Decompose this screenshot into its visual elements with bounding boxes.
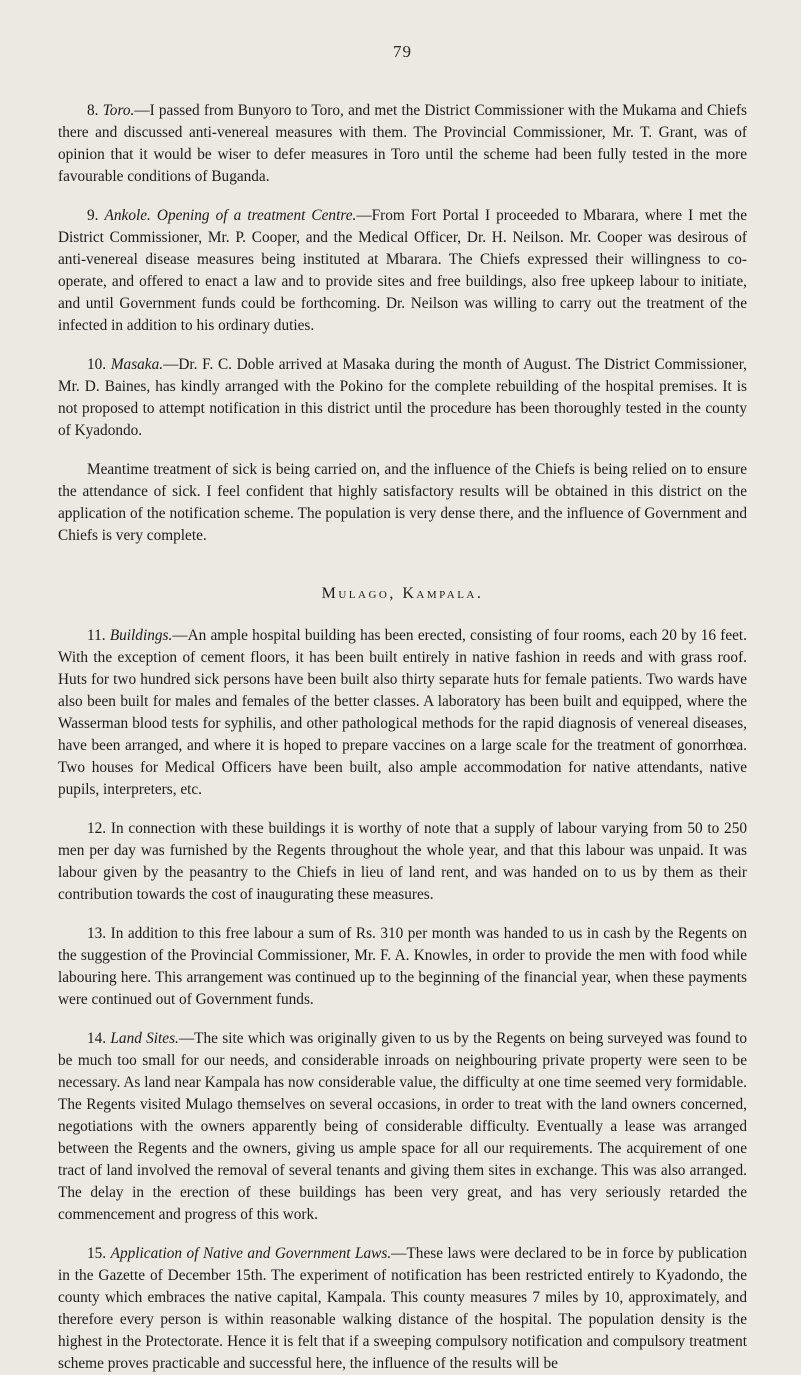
paragraph-heading: Application of Native and Government Laws. (110, 1245, 392, 1262)
paragraph-text: —Dr. F. C. Doble arrived at Masaka during the month of August. The District Commissioner, Mr. D. Baines, has kindly arranged with the Pokino for the complete rebuilding of the hospital premises. It is not proposed to attempt notification in this district until the procedure has been thoroughly tested in the county of Kyadondo. (58, 356, 747, 439)
paragraph-text: In addition to this free labour a sum of Rs. 310 per month was handed to us in cash by the Regents on the suggestion of the Provincial Commissioner, Mr. F. A. Knowles, in order to provide the men with food while labouring here. This arrangement was continued up to the beginning of the financial year, when these payments were continued out of Government funds. (58, 925, 747, 1008)
paragraph-heading: Ankole. Opening of a treatment Centre. (104, 207, 357, 224)
paragraph-masaka-continued (58, 459, 747, 547)
paragraph-heading: Toro. (102, 102, 135, 119)
paragraph-number: 13. (87, 925, 107, 942)
paragraph-text: —From Fort Portal I proceeded to Mbarara, where I met the District Commissioner, Mr. P. Cooper, and the Medical Officer, Dr. H. Neilson. Mr. Cooper was desirous of anti-venereal disease measures being instituted at Mbarara. The Chiefs expressed their willingness to co-operate, and offered to enact a law and to provide sites and free buildings, also free upkeep labour to initiate, and until Government funds could be forthcoming. Dr. Neilson was willing to carry out the treatment of the infected in addition to his ordinary duties. (58, 207, 747, 334)
paragraph-text: In connection with these buildings it is worthy of note that a supply of labour varying from 50 to 250 men per day was furnished by the Regents throughout the whole year, and that this labour was unpaid. It was labour given by the peasantry to the Chiefs in lieu of land rent, and was handed on to us by them as their contribution towards the cost of inaugurating these measures. (58, 820, 748, 903)
paragraph-number: 12. (87, 820, 107, 837)
paragraph-text: —The site which was originally given to us by the Regents on being surveyed was found to be much too small for our needs, and considerable inroads on neighbouring private property were seen to be necessary. As land near Kampala has now considerable value, the difficulty at one time seemed very formidable. The Regents visited Mulago themselves on several occasions, in order to treat with the land owners concerned, negotiations with the owners apparently being of considerable difficulty. Eventually a lease was arranged between the Regents and the owners, giving us ample space for all our requirements. The acquirement of one tract of land involved the removal of several tenants and giving them sites in exchange. This was also arranged. The delay in the erection of these buildings has been very great, and has very seriously retarded the commencement and progress of this work. (58, 1030, 747, 1223)
paragraph-heading: Land Sites. (110, 1030, 179, 1047)
paragraph-10-masaka (58, 354, 747, 442)
section-title: Mulago, Kampala. (321, 585, 484, 602)
paragraph-text: —An ample hospital building has been erected, consisting of four rooms, each 20 by 16 feet. With the exception of cement floors, it has been built entirely in native fashion in reeds and with grass roof. Huts for two hundred sick persons have been built also thirty separate huts for female patients. Two wards have also been built for males and females of the better classes. A laboratory has been built and equipped, where the Wasserman blood tests for syphilis, and other pathological methods for the rapid diagnosis of venereal diseases, have been arranged, and where it is hoped to prepare vaccines on a large scale for the treatment of gonorrhœa. Two houses for Medical Officers have been built, also ample accommodation for native attendants, native pupils, interpreters, etc. (58, 627, 747, 798)
paragraph-text: —These laws were declared to be in force by publication in the Gazette of December 15th. The experiment of notification has been restricted entirely to Kyadondo, the county which embraces the native capital, Kampala. This county measures 7 miles by 10, approximately, and therefore every person is within reasonable walking distance of the hospital. The population density is the highest in the Protectorate. Hence it is felt that if a sweeping compulsory notification and compulsory treatment scheme proves practicable and successful here, the influence of the results will be (58, 1245, 747, 1372)
paragraph-number: 14. (87, 1030, 107, 1047)
paragraph-number: 11. (87, 627, 106, 644)
paragraph-11-buildings (58, 625, 747, 801)
paragraph-text: Meantime treatment of sick is being carried on, and the influence of the Chiefs is being relied on to ensure the attendance of sick. I feel confident that highly satisfactory results will be obtained in this district on the application of the notification scheme. The population is very dense there, and the influence of Government and Chiefs is very complete. (58, 461, 747, 544)
paragraph-number: 9. (87, 207, 99, 224)
paragraph-15-application-of-laws (58, 1243, 747, 1375)
paragraph-12 (58, 818, 747, 906)
paragraph-heading: Masaka. (110, 356, 164, 373)
paragraph-number: 8. (87, 102, 99, 119)
paragraph-number: 15. (87, 1245, 107, 1262)
paragraph-9-ankole (58, 205, 747, 337)
paragraph-8-toro (58, 100, 747, 188)
paragraph-14-land-sites (58, 1028, 747, 1226)
paragraph-heading: Buildings. (109, 627, 173, 644)
paragraph-number: 10. (87, 356, 107, 373)
paragraph-text: —I passed from Bunyoro to Toro, and met the District Commissioner with the Mukama and Chiefs there and discussed anti-venereal measures with them. The Provincial Commissioner, Mr. T. Grant, was of opinion that it would be wiser to defer measures in Toro until the scheme had been fully tested in the more favourable conditions of Buganda. (58, 102, 747, 185)
page-number: 79 (393, 42, 412, 61)
paragraph-13 (58, 923, 747, 1011)
